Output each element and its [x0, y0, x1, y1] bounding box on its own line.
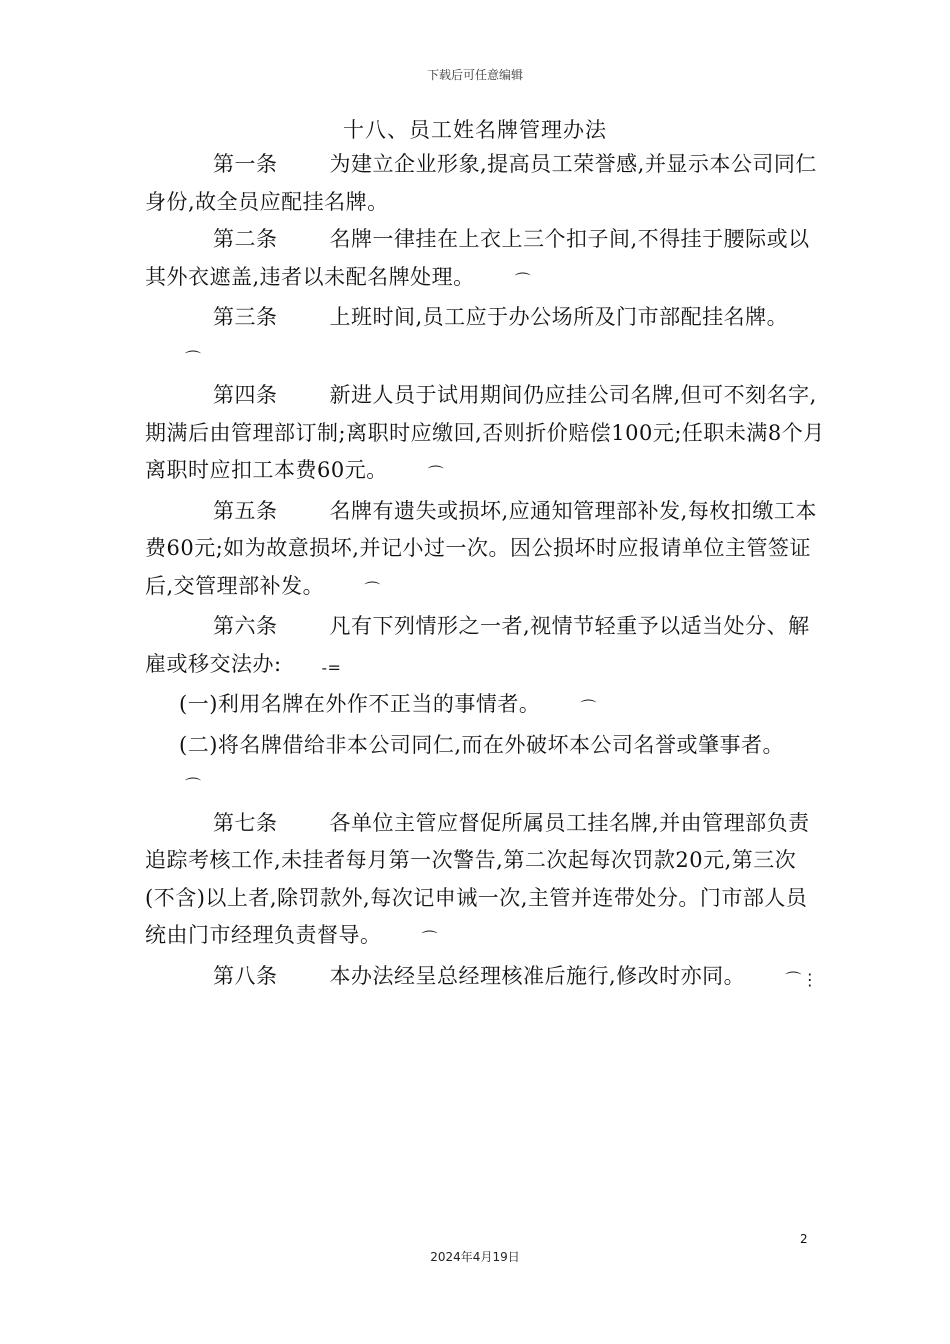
- paragraph-text: (一)利用名牌在外作不正当的事情者。: [179, 692, 541, 716]
- paragraph-2: [145, 221, 825, 299]
- paragraph-text: 新进人员于试用期间仍应挂公司名牌,但可不刻名字,期满后由管理部订制;离职时应缴回,否则折价赔偿100元;任职未满8个月离职时应扣工本费60元。: [145, 383, 825, 482]
- article-label: 第六条: [213, 614, 278, 638]
- paragraph-text: 本办法经呈总经理核准后施行,修改时亦同。: [329, 963, 746, 988]
- article-label: 第三条: [213, 305, 278, 329]
- paragraph-3: [145, 299, 825, 377]
- paragraph-mark: ⌒: [580, 698, 597, 717]
- paragraph-mark: ⌒: [364, 579, 381, 599]
- paragraph-mark: ⌒: [514, 270, 532, 290]
- article-label: 第七条: [213, 810, 278, 835]
- paragraph-6: [145, 608, 825, 686]
- paragraph-text: 上班时间,员工应于办公场所及门市部配挂名牌。: [329, 305, 789, 329]
- paragraph-7: [145, 686, 825, 727]
- paragraph-text: 各单位主管应督促所属员工挂名牌,并由管理部负责追踪考核工作,未挂者每月第一次警告,第二次起每次罚款20元,第三次(不含)以上者,除罚款外,每次记申诫一次,主管并连带处分。门市部人员统由门市经理负责督导。: [145, 810, 810, 947]
- page-footer-date: 2024年4月19日: [430, 1250, 520, 1264]
- paragraph-text: 名牌有遗失或损坏,应通知管理部补发,每枚扣缴工本费60元;如为故意损坏,并记小过一次。因公损坏时应报请单位主管签证后,交管理部补发。: [145, 498, 817, 598]
- paragraph-4: [145, 377, 825, 493]
- document-body: [145, 146, 825, 998]
- paragraph-text: 为建立企业形象,提高员工荣誉感,并显示本公司同仁身份,故全员应配挂名牌。: [145, 152, 817, 214]
- page-header: 下载后可任意编辑: [426, 68, 523, 82]
- article-label: 第五条: [213, 498, 278, 523]
- paragraph-mark: ⌒: [185, 348, 202, 368]
- paragraph-9: [145, 805, 825, 958]
- paragraph-mark: ⌒: [427, 464, 445, 483]
- paragraph-text: 名牌一律挂在上衣上三个扣子间,不得挂于腰际或以其外衣遮盖,违者以未配名牌处理。: [145, 227, 810, 289]
- paragraph-mark: ⌒: [421, 929, 439, 948]
- article-label: 第一条: [213, 152, 278, 176]
- paragraph-1: [145, 146, 825, 221]
- paragraph-10: [145, 958, 825, 999]
- article-label: 第四条: [213, 383, 278, 407]
- paragraph-5: [145, 493, 825, 609]
- document-title: 十八、员工姓名牌管理办法: [343, 118, 607, 142]
- paragraph-text: 凡有下列情形之一者,视情节轻重予以适当处分、解雇或移交法办:: [145, 614, 810, 676]
- paragraph-mark: -=: [321, 657, 342, 677]
- paragraph-mark: ⌒⋮: [785, 969, 819, 989]
- article-label: 第八条: [213, 963, 278, 988]
- article-label: 第二条: [213, 227, 278, 251]
- paragraph-8: [145, 727, 825, 805]
- paragraph-mark: ⌒: [185, 776, 202, 795]
- paragraph-text: (二)将名牌借给非本公司同仁,而在外破坏本公司名誉或肇事者。: [179, 732, 785, 757]
- page-number: 2: [800, 1232, 808, 1246]
